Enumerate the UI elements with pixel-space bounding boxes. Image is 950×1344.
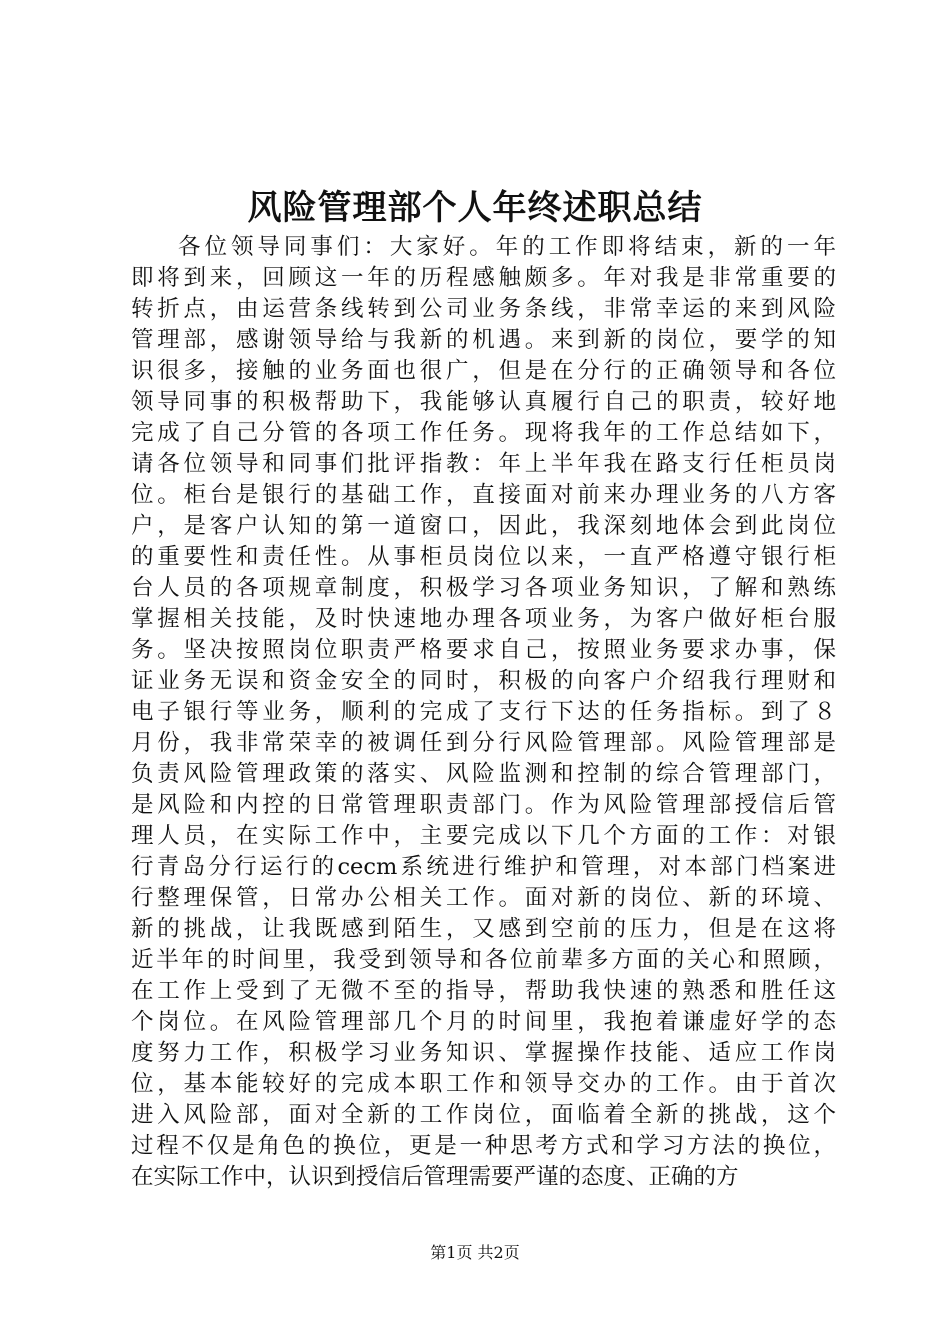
- body-text-line: 在工作上受到了无微不至的指导，帮助我快速的熟悉和胜任这: [131, 978, 836, 1004]
- body-text-line: 位，基本能较好的完成本职工作和领导交办的工作。由于首次: [131, 1071, 836, 1097]
- body-text-line: 是风险和内控的日常管理职责部门。作为风险管理部授信后管: [131, 792, 836, 818]
- body-text-line: 电子银行等业务，顺利的完成了支行下达的任务指标。到了８: [131, 699, 836, 725]
- body-text-line: 进入风险部，面对全新的工作岗位，面临着全新的挑战，这个: [131, 1102, 836, 1128]
- body-text-line: 近半年的时间里，我受到领导和各位前辈多方面的关心和照顾，: [131, 947, 836, 973]
- body-text-line: 个岗位。在风险管理部几个月的时间里，我抱着谦虚好学的态: [131, 1009, 836, 1035]
- body-text-line: 在实际工作中，认识到授信后管理需要严谨的态度、正确的方: [131, 1164, 739, 1190]
- body-text-line: 户，是客户认知的第一道窗口，因此，我深刻地体会到此岗位: [131, 513, 836, 539]
- body-text-line: 各位领导同事们：大家好。年的工作即将结束，新的一年: [178, 234, 836, 260]
- body-text-line: 完成了自己分管的各项工作任务。现将我年的工作总结如下，: [131, 420, 836, 446]
- body-text-line: 行整理保管，日常办公相关工作。面对新的岗位、新的环境、: [131, 885, 836, 911]
- body-text-line: 掌握相关技能，及时快速地办理各项业务，为客户做好柜台服: [131, 606, 836, 632]
- body-text-line: 新的挑战，让我既感到陌生，又感到空前的压力，但是在这将: [131, 916, 836, 942]
- body-text-line: 行青岛分行运行的cecm系统进行维护和管理，对本部门档案进: [131, 854, 836, 880]
- body-text-line: 位。柜台是银行的基础工作，直接面对前来办理业务的八方客: [131, 482, 836, 508]
- document-body: [131, 232, 836, 1193]
- body-text-line: 证业务无误和资金安全的同时，积极的向客户介绍我行理财和: [131, 668, 836, 694]
- body-text-line: 请各位领导和同事们批评指教：年上半年我在路支行任柜员岗: [131, 451, 836, 477]
- body-text-line: 过程不仅是角色的换位，更是一种思考方式和学习方法的换位，: [131, 1133, 836, 1159]
- page-number-footer: 第1页 共2页: [430, 1243, 520, 1262]
- body-text-line: 负责风险管理政策的落实、风险监测和控制的综合管理部门，: [131, 761, 836, 787]
- body-text-line: 理人员，在实际工作中，主要完成以下几个方面的工作：对银: [131, 823, 836, 849]
- body-text-line: 领导同事的积极帮助下，我能够认真履行自己的职责，较好地: [131, 389, 836, 415]
- body-text-line: 识很多，接触的业务面也很广，但是在分行的正确领导和各位: [131, 358, 836, 384]
- body-text-line: 的重要性和责任性。从事柜员岗位以来，一直严格遵守银行柜: [131, 544, 836, 570]
- body-text-line: 管理部，感谢领导给与我新的机遇。来到新的岗位，要学的知: [131, 327, 836, 353]
- body-text-line: 台人员的各项规章制度，积极学习各项业务知识，了解和熟练: [131, 575, 836, 601]
- document-title: 风险管理部个人年终述职总结: [247, 188, 703, 228]
- body-text-line: 务。坚决按照岗位职责严格要求自己，按照业务要求办事，保: [131, 637, 836, 663]
- body-text-line: 度努力工作，积极学习业务知识、掌握操作技能、适应工作岗: [131, 1040, 836, 1066]
- body-text-line: 月份，我非常荣幸的被调任到分行风险管理部。风险管理部是: [131, 730, 836, 756]
- body-text-line: 即将到来，回顾这一年的历程感触颇多。年对我是非常重要的: [131, 265, 836, 291]
- body-text-line: 转折点，由运营条线转到公司业务条线，非常幸运的来到风险: [131, 296, 836, 322]
